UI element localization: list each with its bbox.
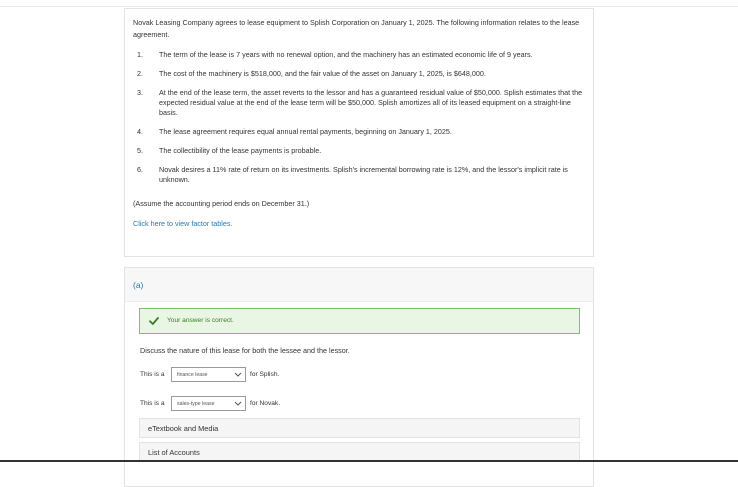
lessee-suffix: for Splish.	[250, 371, 280, 378]
question-text: Discuss the nature of this lease for both the lessee and the lessor.	[140, 346, 350, 355]
lessor-prefix: This is a	[140, 400, 165, 407]
assumption-note: (Assume the accounting period ends on December 31.)	[133, 199, 310, 208]
part-a-card	[124, 267, 594, 487]
part-a-header	[125, 268, 593, 302]
correct-answer-banner	[139, 308, 580, 334]
lessee-selected-value: finance lease	[177, 372, 208, 378]
list-of-accounts-label: List of Accounts	[148, 448, 200, 457]
problem-item: 3. At the end of the lease term, the asset reverts to the lessor and has a guaranteed residual value of $50,000. Splish estimates that the expected residual value at the end of the lease term will be $50,000. Splish amortizes all of its leased equipment on a straight-line basis.	[137, 88, 583, 117]
problem-list	[133, 50, 585, 185]
etextbook-media-button[interactable]	[139, 418, 580, 438]
lessor-suffix: for Novak.	[250, 400, 281, 407]
problem-item: 6. Novak desires a 11% rate of return on its investments. Splish's incremental borrowing rate is 12%, and the lessor's implicit rate is unknown.	[137, 165, 568, 184]
lessor-lease-type-select[interactable]	[171, 396, 246, 411]
problem-item: 4. The lease agreement requires equal annual rental payments, beginning on January 1, 2025.	[137, 127, 452, 136]
problem-item: 5. The collectibility of the lease payments is probable.	[137, 146, 322, 155]
factor-tables-link[interactable]: Click here to view factor tables.	[133, 219, 233, 228]
problem-card	[124, 8, 594, 257]
problem-item: 2. The cost of the machinery is $518,000, and the fair value of the asset on January 1, 2025, is $648,000.	[137, 69, 486, 78]
lessee-lease-type-select[interactable]	[171, 367, 246, 382]
chevron-down-icon	[234, 371, 242, 378]
part-a-label: (a)	[133, 280, 144, 290]
problem-item: 1. The term of the lease is 7 years with no renewal option, and the machinery has an estimated economic life of 9 years.	[137, 50, 533, 59]
chevron-down-icon	[234, 400, 242, 407]
check-icon	[149, 316, 159, 326]
etextbook-media-label: eTextbook and Media	[148, 424, 219, 433]
top-strip	[0, 0, 738, 7]
problem-intro: Novak Leasing Company agrees to lease equipment to Splish Corporation on January 1, 2025. The following information relates to the lease agreement.	[133, 18, 580, 39]
lessor-selected-value: sales-type lease	[177, 401, 215, 407]
lessee-prefix: This is a	[140, 371, 165, 378]
correct-answer-text: Your answer is correct.	[167, 317, 234, 324]
list-of-accounts-button[interactable]	[139, 442, 580, 462]
